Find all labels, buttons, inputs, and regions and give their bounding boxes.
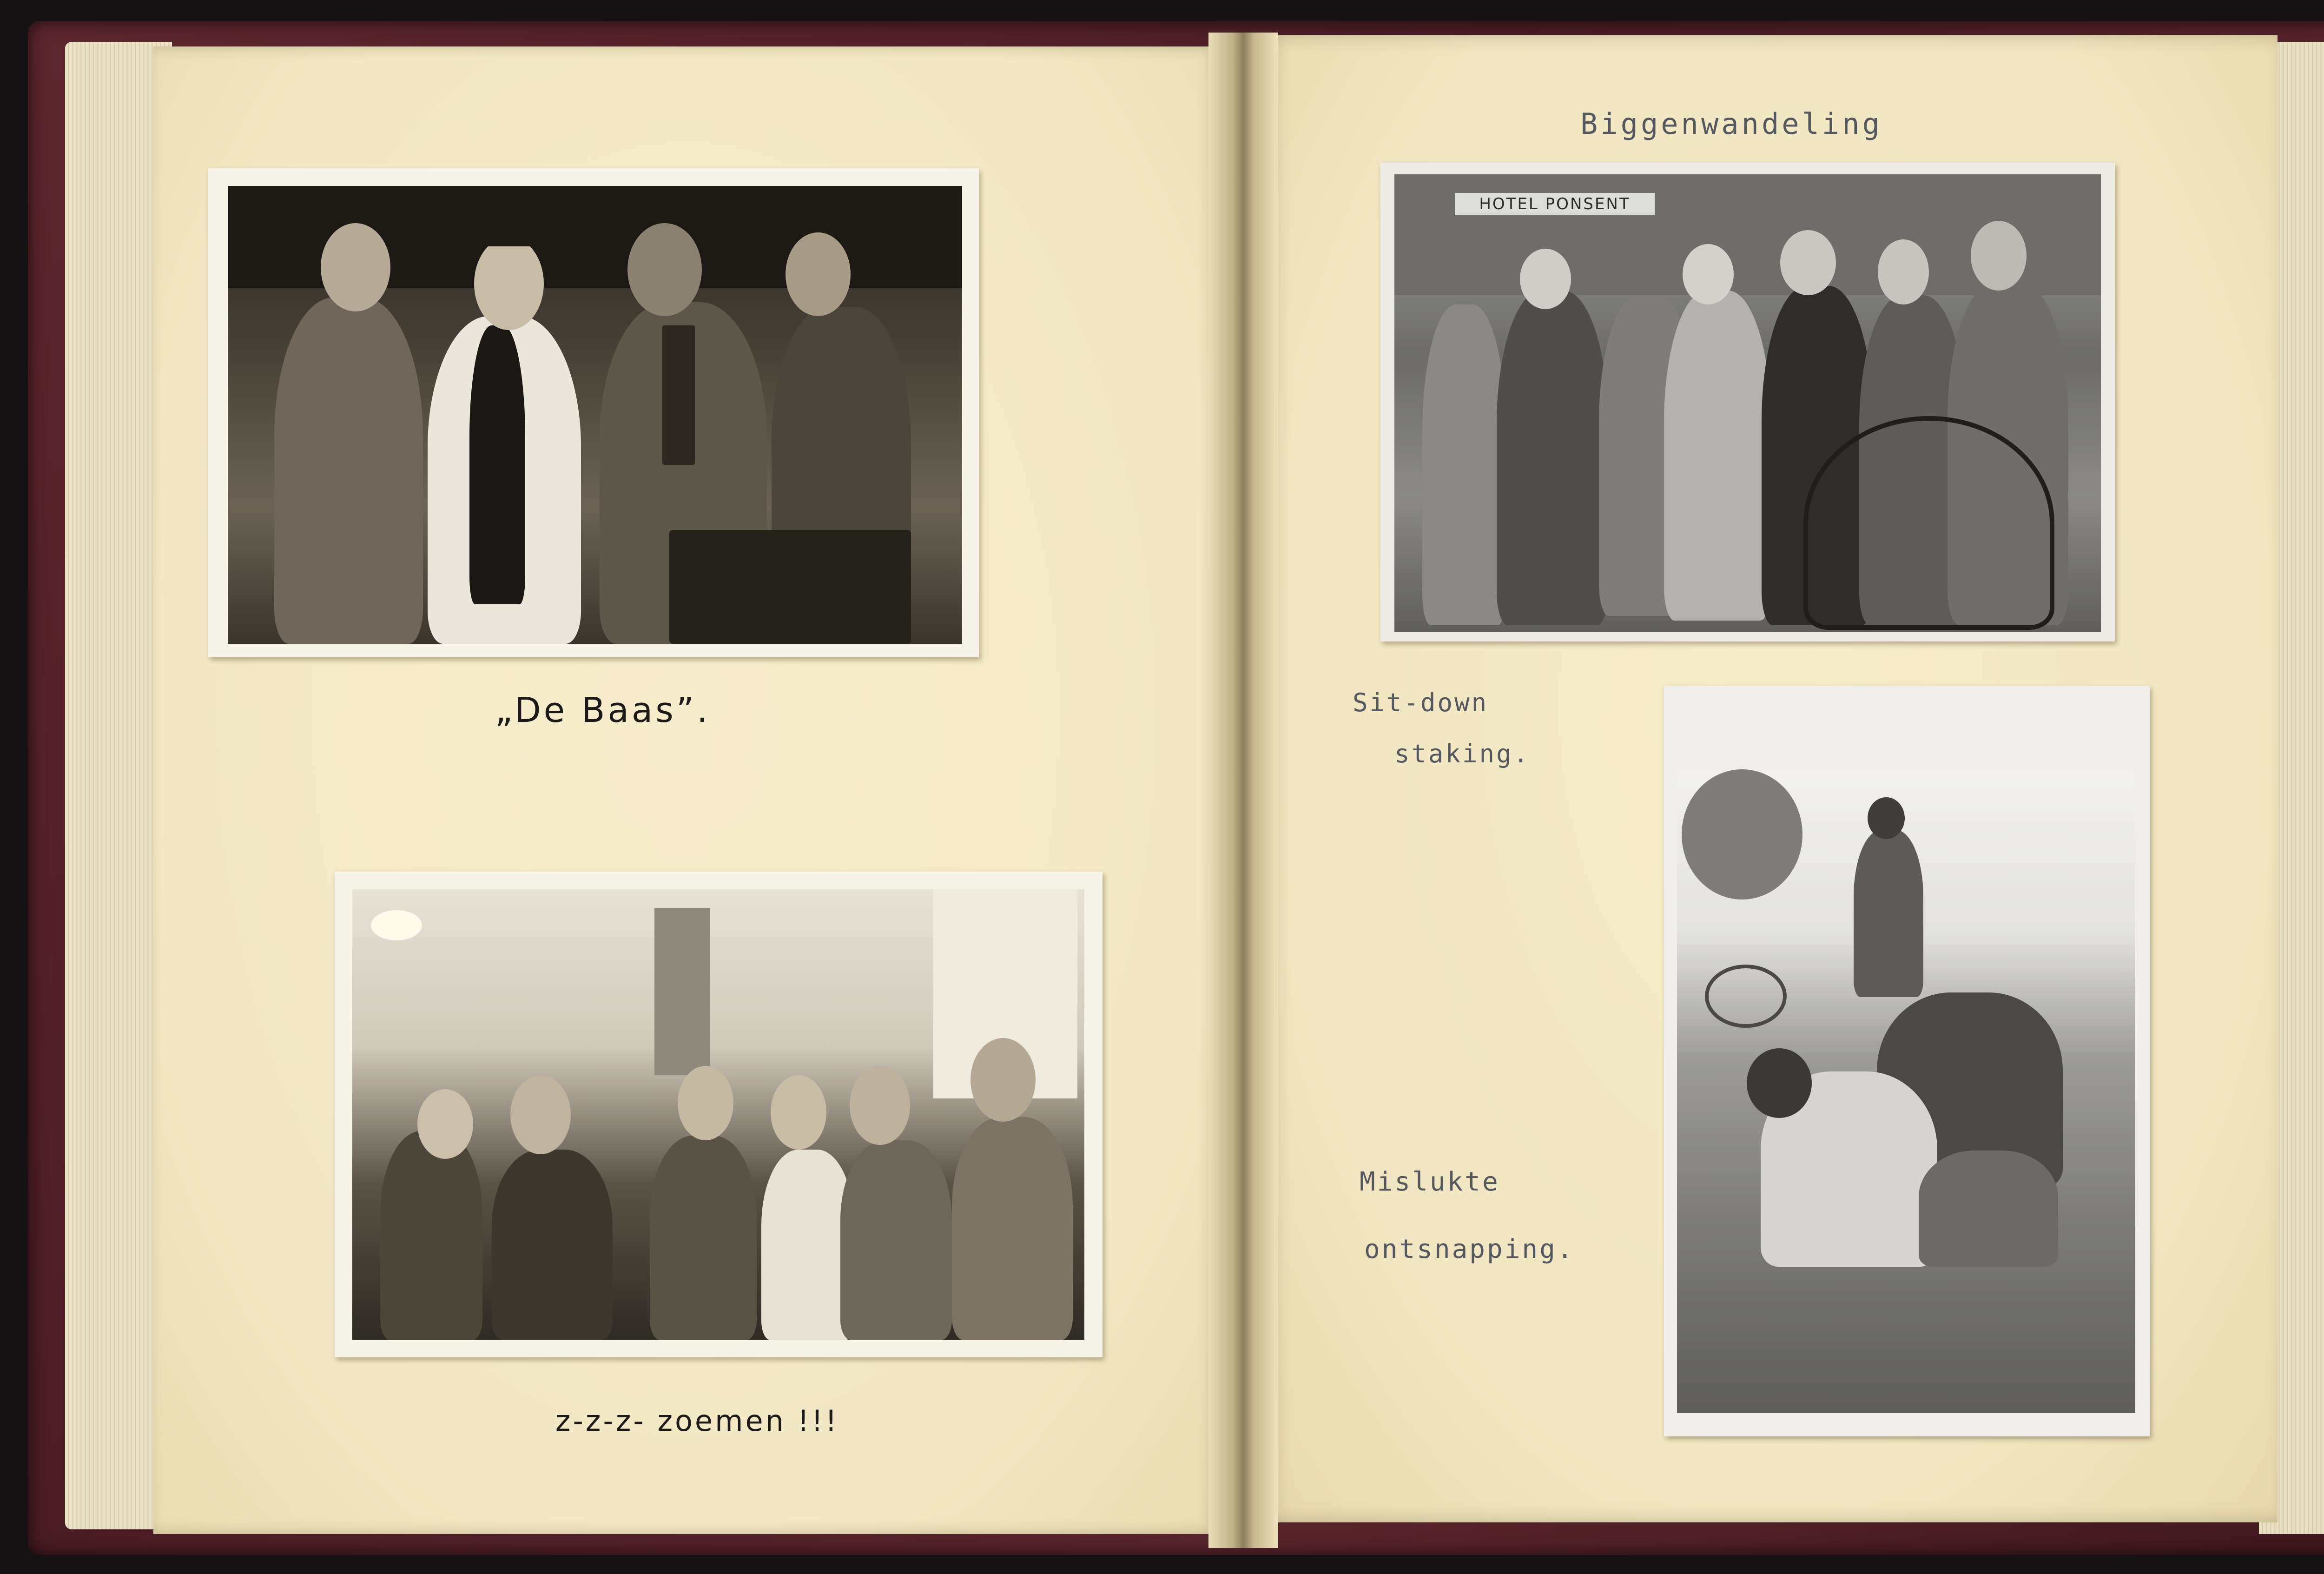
photo-de-baas-image (228, 186, 962, 644)
caption-zoemen: z-z-z- zoemen !!! (555, 1404, 839, 1438)
caption-sit-down-line2: staking. (1394, 739, 1531, 768)
photo-zoemen (335, 872, 1103, 1357)
photo-zoemen-image (352, 889, 1084, 1340)
caption-mislukte-line1: Mislukte (1360, 1167, 1500, 1197)
caption-de-baas: „De Baas”. (495, 690, 711, 730)
caption-mislukte-line2: ontsnapping. (1364, 1234, 1575, 1264)
photo-ontsnapping (1664, 686, 2150, 1436)
hotel-sign: HOTEL PONSENT (1455, 193, 1655, 215)
album-spine (1208, 33, 1278, 1548)
caption-biggenwandeling: Biggenwandeling (1580, 107, 1882, 141)
photo-de-baas (208, 168, 979, 657)
photo-biggenwandeling-image (1394, 174, 2101, 632)
caption-sit-down-line1: Sit-down (1353, 688, 1489, 717)
photo-biggenwandeling (1380, 163, 2115, 642)
photo-ontsnapping-image (1677, 769, 2135, 1413)
